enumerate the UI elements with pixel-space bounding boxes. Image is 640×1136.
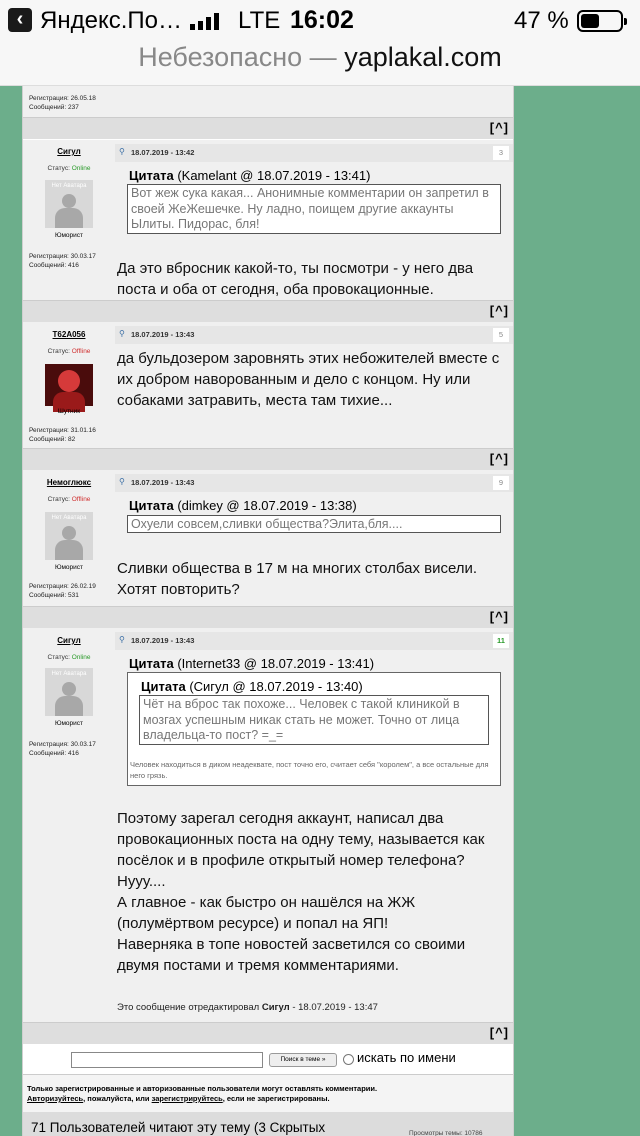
quote-text: Человек находиться в диком неадеквате, пост точно его, считает себя "королем", а все остальные для него грязь.: [130, 760, 489, 780]
post-separator: [23, 1022, 513, 1044]
post-header: [115, 632, 513, 650]
post-text: Поэтому зарегал сегодня аккаунт, написал два провокационных поста на одну тему, называется как посёлок и в профиле открытый номер телефона? Нууу.... А главное - как быстро он нашёлся на ЖЖ (полумёртвом ресурсе) и попал на ЯП! Наверняка в топе новостей засветился со своими двумя постами и тремя комментариями.: [117, 810, 485, 974]
user-rank: Шутник: [57, 408, 81, 415]
search-by-name-checkbox[interactable]: [343, 1054, 354, 1065]
inner-quote-header: Цитата (Сигул @ 18.07.2019 - 13:40): [141, 679, 363, 694]
search-input[interactable]: [71, 1052, 263, 1068]
post-separator: [23, 448, 513, 470]
view-count: Просмотры темы: 10786: [409, 1130, 483, 1136]
user-meta: [29, 94, 96, 112]
quote-header: Цитата (Kamelant @ 18.07.2019 - 13:41): [129, 168, 371, 183]
back-app-name[interactable]: Яндекс.По…: [40, 7, 182, 34]
user-meta: [29, 426, 96, 444]
post-sidebar: [23, 470, 115, 606]
login-notice: Только зарегистрированные и авторизованные пользователи могут оставлять комментарии. Авторизуйтесь, пожалуйста, или зарегистрируйтесь, если не зарегистрированы.: [23, 1074, 513, 1114]
scroll-top-link[interactable]: [^]: [489, 609, 509, 624]
post-header: [115, 326, 513, 344]
msg-count: Сообщений: 531: [29, 592, 79, 599]
post-link-icon[interactable]: ⚲: [119, 329, 125, 338]
post-text: Сливки общества в 17 м на многих столбах висели. Хотят повторить?: [117, 560, 478, 598]
battery-icon: [577, 10, 623, 32]
avatar-text: Нет Аватара: [51, 515, 87, 521]
avatar: [45, 364, 93, 406]
user-status: Статус: Online: [47, 654, 91, 661]
avatar: [45, 512, 93, 560]
post-date: 18.07.2019 - 13:43: [131, 636, 195, 645]
reg-date: Регистрация: 30.03.17: [29, 253, 96, 260]
readers-count: 71 Пользователей читают эту тему (3 Скрытых: [31, 1120, 326, 1135]
post-sidebar: [23, 140, 115, 300]
scroll-top-link[interactable]: [^]: [489, 451, 509, 466]
clock: 16:02: [290, 6, 354, 34]
username[interactable]: T62A056: [52, 330, 86, 339]
post-date: 18.07.2019 - 13:42: [131, 148, 195, 157]
user-meta: [29, 740, 96, 758]
post-sidebar: [23, 628, 115, 1022]
quote-box: Охуели совсем,сливки общества?Элита,бля....: [127, 515, 501, 533]
user-status: Статус: Offline: [47, 496, 91, 503]
post-header: [115, 144, 513, 162]
inner-quote-box: Чёт на вброс так похоже... Человек с такой клиникой в мозгах успешным никак стать не может. Точно от лица владельца-то пост? =_=: [139, 695, 489, 745]
post-sidebar: [23, 86, 115, 118]
avatar-text: Нет Аватара: [51, 183, 87, 189]
search-by-name-label: искать по имени: [357, 1050, 456, 1065]
post-date: 18.07.2019 - 13:43: [131, 478, 195, 487]
post-link-icon[interactable]: ⚲: [119, 147, 125, 156]
outer-quote-box: [127, 672, 501, 786]
url-bar[interactable]: [0, 42, 640, 86]
quote-header: Цитата (dimkey @ 18.07.2019 - 13:38): [129, 498, 357, 513]
post-header: [115, 474, 513, 492]
status-bar: [0, 0, 640, 42]
user-status: Статус: Online: [47, 165, 91, 172]
msg-count: Сообщений: 416: [29, 750, 79, 757]
username[interactable]: Сигул: [57, 147, 81, 156]
post-text: Да это вбросник какой-то, ты посмотри - у него два поста и оба от сегодня, оба провокационные.: [117, 260, 474, 298]
readers-footer: [23, 1112, 513, 1136]
user-rank: Юморист: [54, 720, 84, 727]
scroll-top-link[interactable]: [^]: [489, 1025, 509, 1040]
search-row: [23, 1044, 513, 1078]
network-type: LTE: [238, 7, 281, 34]
post-content: [115, 86, 513, 118]
quote-header: Цитата (Internet33 @ 18.07.2019 - 13:41): [129, 656, 375, 671]
post-text: да бульдозером заровнять этих небожителей вместе с их добром наворованным и дело с концом. Ну или собаками затравить, места там тихие...: [117, 350, 500, 409]
search-button[interactable]: Поиск в теме »: [269, 1053, 337, 1067]
post-number[interactable]: 3: [493, 146, 509, 160]
forum-page: [22, 86, 514, 1136]
domain: yaplakal.com: [344, 42, 502, 72]
post-number[interactable]: 11: [493, 634, 509, 648]
msg-count: Сообщений: 237: [29, 104, 79, 111]
post-content: [115, 140, 513, 300]
avatar: [45, 180, 93, 228]
register-link[interactable]: зарегистрируйтесь: [151, 1094, 223, 1103]
user-meta: [29, 252, 96, 270]
post-number[interactable]: 9: [493, 476, 509, 490]
scroll-top-link[interactable]: [^]: [489, 120, 509, 135]
signal-icon: [190, 12, 219, 30]
user-rank: Юморист: [54, 232, 84, 239]
post-content: [115, 322, 513, 468]
quote-box: Вот жеж сука какая... Анонимные комментарии он запретил в своей ЖеЖешечке. Ну ладно, поищем другие аккаунты Ылиты. Пидорас, бля!: [127, 184, 501, 234]
msg-count: Сообщений: 82: [29, 436, 76, 443]
avatar-text: Нет Аватара: [51, 671, 87, 677]
battery-percent: 47 %: [514, 7, 569, 34]
reg-date: Регистрация: 31.01.16: [29, 427, 96, 434]
username[interactable]: Сигул: [57, 636, 81, 645]
avatar: [45, 668, 93, 716]
reg-date: Регистрация: 30.03.17: [29, 741, 96, 748]
edit-user: Сигул: [261, 1002, 290, 1013]
scroll-top-link[interactable]: [^]: [489, 303, 509, 318]
post-link-icon[interactable]: ⚲: [119, 477, 125, 486]
post-date: 18.07.2019 - 13:43: [131, 330, 195, 339]
user-status: Статус: Offline: [47, 348, 91, 355]
post-separator: [23, 117, 513, 139]
post-link-icon[interactable]: ⚲: [119, 635, 125, 644]
username[interactable]: Немоглюкс: [46, 478, 92, 487]
post-separator: [23, 300, 513, 322]
post-content: [115, 470, 513, 606]
post-number[interactable]: 5: [493, 328, 509, 342]
post-content: [115, 628, 513, 1022]
edit-note: Это сообщение отредактировал Сигул - 18.07.2019 - 13:47: [117, 1002, 378, 1013]
login-link[interactable]: Авторизуйтесь: [27, 1094, 84, 1103]
post-separator: [23, 606, 513, 628]
msg-count: Сообщений: 416: [29, 262, 79, 269]
reg-date: Регистрация: 26.02.19: [29, 583, 96, 590]
security-label: Небезопасно —: [138, 42, 337, 72]
reg-date: Регистрация: 26.05.18: [29, 95, 96, 102]
user-meta: [29, 582, 96, 600]
user-rank: Юморист: [54, 564, 84, 571]
post-sidebar: [23, 322, 115, 468]
back-to-app-icon[interactable]: ‹: [8, 8, 32, 32]
